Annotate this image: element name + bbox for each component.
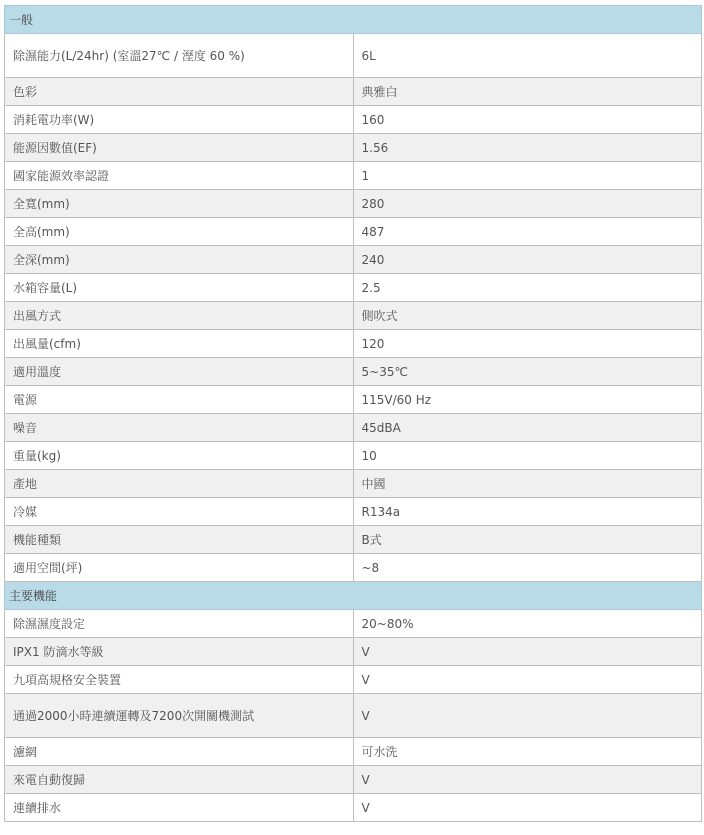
- table-row: [5, 766, 702, 794]
- section-header-general: [5, 6, 702, 34]
- table-row: [5, 34, 702, 78]
- spec-value: 10: [353, 442, 702, 470]
- spec-value: V: [353, 794, 702, 822]
- spec-value: 240: [353, 246, 702, 274]
- table-row: [5, 162, 702, 190]
- spec-value: 1: [353, 162, 702, 190]
- table-row: [5, 610, 702, 638]
- table-row: [5, 246, 702, 274]
- spec-value: 20~80%: [353, 610, 702, 638]
- spec-value: V: [353, 694, 702, 738]
- spec-label: 適用空間(坪): [5, 554, 354, 582]
- spec-value: R134a: [353, 498, 702, 526]
- spec-value: V: [353, 638, 702, 666]
- table-row: [5, 666, 702, 694]
- spec-label: 濾網: [5, 738, 354, 766]
- spec-label: 連續排水: [5, 794, 354, 822]
- spec-value: V: [353, 766, 702, 794]
- spec-label: 全寬(mm): [5, 190, 354, 218]
- section-title: 一般: [5, 6, 702, 34]
- spec-label: 出風量(cfm): [5, 330, 354, 358]
- spec-label: 九項高規格安全裝置: [5, 666, 354, 694]
- table-row: [5, 526, 702, 554]
- spec-label: 出風方式: [5, 302, 354, 330]
- spec-value: 可水洗: [353, 738, 702, 766]
- spec-value: 中國: [353, 470, 702, 498]
- table-row: [5, 274, 702, 302]
- table-row: [5, 134, 702, 162]
- table-row: [5, 554, 702, 582]
- spec-table: [4, 5, 702, 822]
- table-row: [5, 358, 702, 386]
- spec-label: 全高(mm): [5, 218, 354, 246]
- spec-label: 通過2000小時連續運轉及7200次開關機測試: [5, 694, 354, 738]
- table-row: [5, 442, 702, 470]
- spec-label: 機能種類: [5, 526, 354, 554]
- table-row: [5, 218, 702, 246]
- section-header-main-features: [5, 582, 702, 610]
- spec-value: ~8: [353, 554, 702, 582]
- spec-value: 160: [353, 106, 702, 134]
- spec-value: 側吹式: [353, 302, 702, 330]
- table-row: [5, 638, 702, 666]
- table-row: [5, 78, 702, 106]
- spec-label: 電源: [5, 386, 354, 414]
- spec-value: 45dBA: [353, 414, 702, 442]
- table-row: [5, 694, 702, 738]
- spec-label: 重量(kg): [5, 442, 354, 470]
- spec-label: 能源因數值(EF): [5, 134, 354, 162]
- spec-label: 來電自動復歸: [5, 766, 354, 794]
- table-row: [5, 190, 702, 218]
- spec-label: 噪音: [5, 414, 354, 442]
- spec-label: 消耗電功率(W): [5, 106, 354, 134]
- table-row: [5, 794, 702, 822]
- spec-label: 色彩: [5, 78, 354, 106]
- spec-label: 產地: [5, 470, 354, 498]
- spec-value: 115V/60 Hz: [353, 386, 702, 414]
- table-row: [5, 330, 702, 358]
- spec-value: 487: [353, 218, 702, 246]
- table-row: [5, 106, 702, 134]
- table-row: [5, 470, 702, 498]
- spec-value: B式: [353, 526, 702, 554]
- table-row: [5, 414, 702, 442]
- spec-value: V: [353, 666, 702, 694]
- spec-label: 全深(mm): [5, 246, 354, 274]
- table-row: [5, 498, 702, 526]
- table-row: [5, 302, 702, 330]
- spec-label: 適用溫度: [5, 358, 354, 386]
- table-row: [5, 386, 702, 414]
- spec-value: 280: [353, 190, 702, 218]
- spec-label: 水箱容量(L): [5, 274, 354, 302]
- spec-value: 2.5: [353, 274, 702, 302]
- table-row: [5, 738, 702, 766]
- spec-value: 6L: [353, 34, 702, 78]
- spec-label: 除濕能力(L/24hr) (室溫27℃ / 溼度 60 %): [5, 34, 354, 78]
- spec-value: 5~35℃: [353, 358, 702, 386]
- spec-value: 120: [353, 330, 702, 358]
- spec-label: IPX1 防滴水等級: [5, 638, 354, 666]
- spec-label: 除濕濕度設定: [5, 610, 354, 638]
- spec-value: 1.56: [353, 134, 702, 162]
- spec-label: 國家能源效率認證: [5, 162, 354, 190]
- spec-label: 冷媒: [5, 498, 354, 526]
- section-title: 主要機能: [5, 582, 702, 610]
- spec-value: 典雅白: [353, 78, 702, 106]
